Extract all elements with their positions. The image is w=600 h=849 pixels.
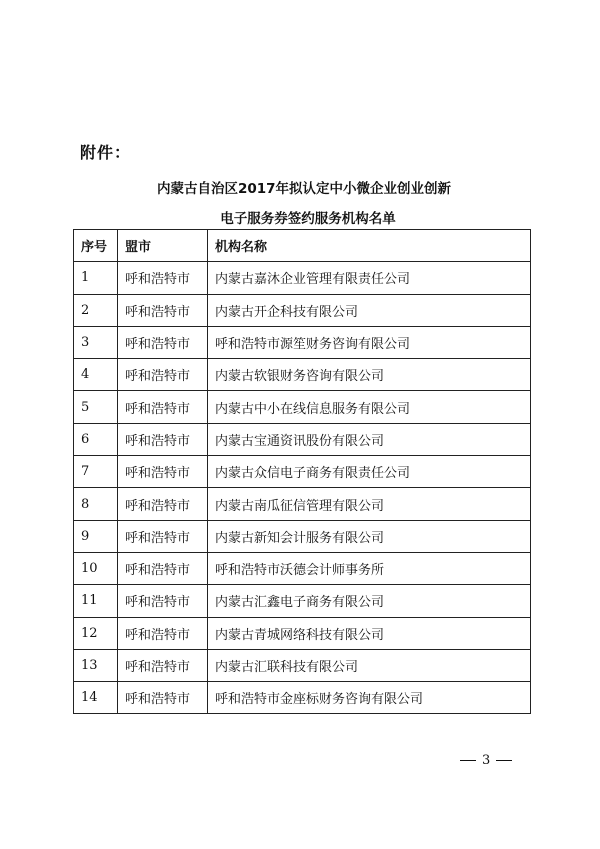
header-institution-name: 机构名称 xyxy=(208,230,531,262)
cell-league-city: 呼和浩特市 xyxy=(118,488,208,520)
cell-serial-number: 7 xyxy=(74,456,118,488)
cell-institution-name: 内蒙古新知会计服务有限公司 xyxy=(208,520,531,552)
cell-institution-name: 内蒙古南瓜征信管理有限公司 xyxy=(208,488,531,520)
table-row xyxy=(74,326,531,358)
header-league-city: 盟市 xyxy=(118,230,208,262)
table-row xyxy=(74,552,531,584)
cell-league-city: 呼和浩特市 xyxy=(118,552,208,584)
table-row xyxy=(74,585,531,617)
cell-league-city: 呼和浩特市 xyxy=(118,456,208,488)
page-dash-left xyxy=(460,760,476,762)
cell-institution-name: 内蒙古宝通资讯股份有限公司 xyxy=(208,423,531,455)
table-row xyxy=(74,294,531,326)
cell-serial-number: 5 xyxy=(74,391,118,423)
cell-serial-number: 4 xyxy=(74,359,118,391)
document-title-line-2: 电子服务券签约服务机构名单 xyxy=(220,211,396,227)
cell-serial-number: 10 xyxy=(74,552,118,584)
table-row xyxy=(74,423,531,455)
cell-league-city: 呼和浩特市 xyxy=(118,391,208,423)
cell-institution-name: 呼和浩特市沃德会计师事务所 xyxy=(208,552,531,584)
table-row xyxy=(74,649,531,681)
cell-serial-number: 2 xyxy=(74,294,118,326)
table-row xyxy=(74,391,531,423)
cell-serial-number: 9 xyxy=(74,520,118,552)
cell-league-city: 呼和浩特市 xyxy=(118,617,208,649)
cell-league-city: 呼和浩特市 xyxy=(118,294,208,326)
cell-serial-number: 14 xyxy=(74,682,118,714)
cell-league-city: 呼和浩特市 xyxy=(118,585,208,617)
cell-institution-name: 呼和浩特市金座标财务咨询有限公司 xyxy=(208,682,531,714)
cell-league-city: 呼和浩特市 xyxy=(118,682,208,714)
table-row xyxy=(74,520,531,552)
cell-institution-name: 呼和浩特市源笙财务咨询有限公司 xyxy=(208,326,531,358)
cell-serial-number: 8 xyxy=(74,488,118,520)
cell-serial-number: 1 xyxy=(74,262,118,294)
cell-league-city: 呼和浩特市 xyxy=(118,262,208,294)
cell-league-city: 呼和浩特市 xyxy=(118,326,208,358)
cell-institution-name: 内蒙古汇鑫电子商务有限公司 xyxy=(208,585,531,617)
institution-table xyxy=(73,229,531,714)
cell-league-city: 呼和浩特市 xyxy=(118,520,208,552)
cell-institution-name: 内蒙古嘉沐企业管理有限责任公司 xyxy=(208,262,531,294)
cell-serial-number: 3 xyxy=(74,326,118,358)
cell-serial-number: 6 xyxy=(74,423,118,455)
table-row xyxy=(74,488,531,520)
cell-serial-number: 12 xyxy=(74,617,118,649)
cell-league-city: 呼和浩特市 xyxy=(118,359,208,391)
table-row xyxy=(74,617,531,649)
cell-institution-name: 内蒙古开企科技有限公司 xyxy=(208,294,531,326)
cell-serial-number: 13 xyxy=(74,649,118,681)
page-number-value: 3 xyxy=(482,753,491,768)
table-row xyxy=(74,682,531,714)
table-header-row xyxy=(74,230,531,262)
table-row xyxy=(74,359,531,391)
cell-institution-name: 内蒙古汇联科技有限公司 xyxy=(208,649,531,681)
attachment-label: 附件： xyxy=(80,143,132,162)
page-number xyxy=(460,753,512,768)
cell-institution-name: 内蒙古软银财务咨询有限公司 xyxy=(208,359,531,391)
cell-league-city: 呼和浩特市 xyxy=(118,423,208,455)
page-dash-right xyxy=(496,760,512,762)
table-row xyxy=(74,456,531,488)
header-serial-number: 序号 xyxy=(74,230,118,262)
table-row xyxy=(74,262,531,294)
document-title-line-1: 内蒙古自治区2017年拟认定中小微企业创业创新 xyxy=(156,181,452,197)
cell-institution-name: 内蒙古中小在线信息服务有限公司 xyxy=(208,391,531,423)
cell-institution-name: 内蒙古青城网络科技有限公司 xyxy=(208,617,531,649)
cell-league-city: 呼和浩特市 xyxy=(118,649,208,681)
cell-institution-name: 内蒙古众信电子商务有限责任公司 xyxy=(208,456,531,488)
cell-serial-number: 11 xyxy=(74,585,118,617)
